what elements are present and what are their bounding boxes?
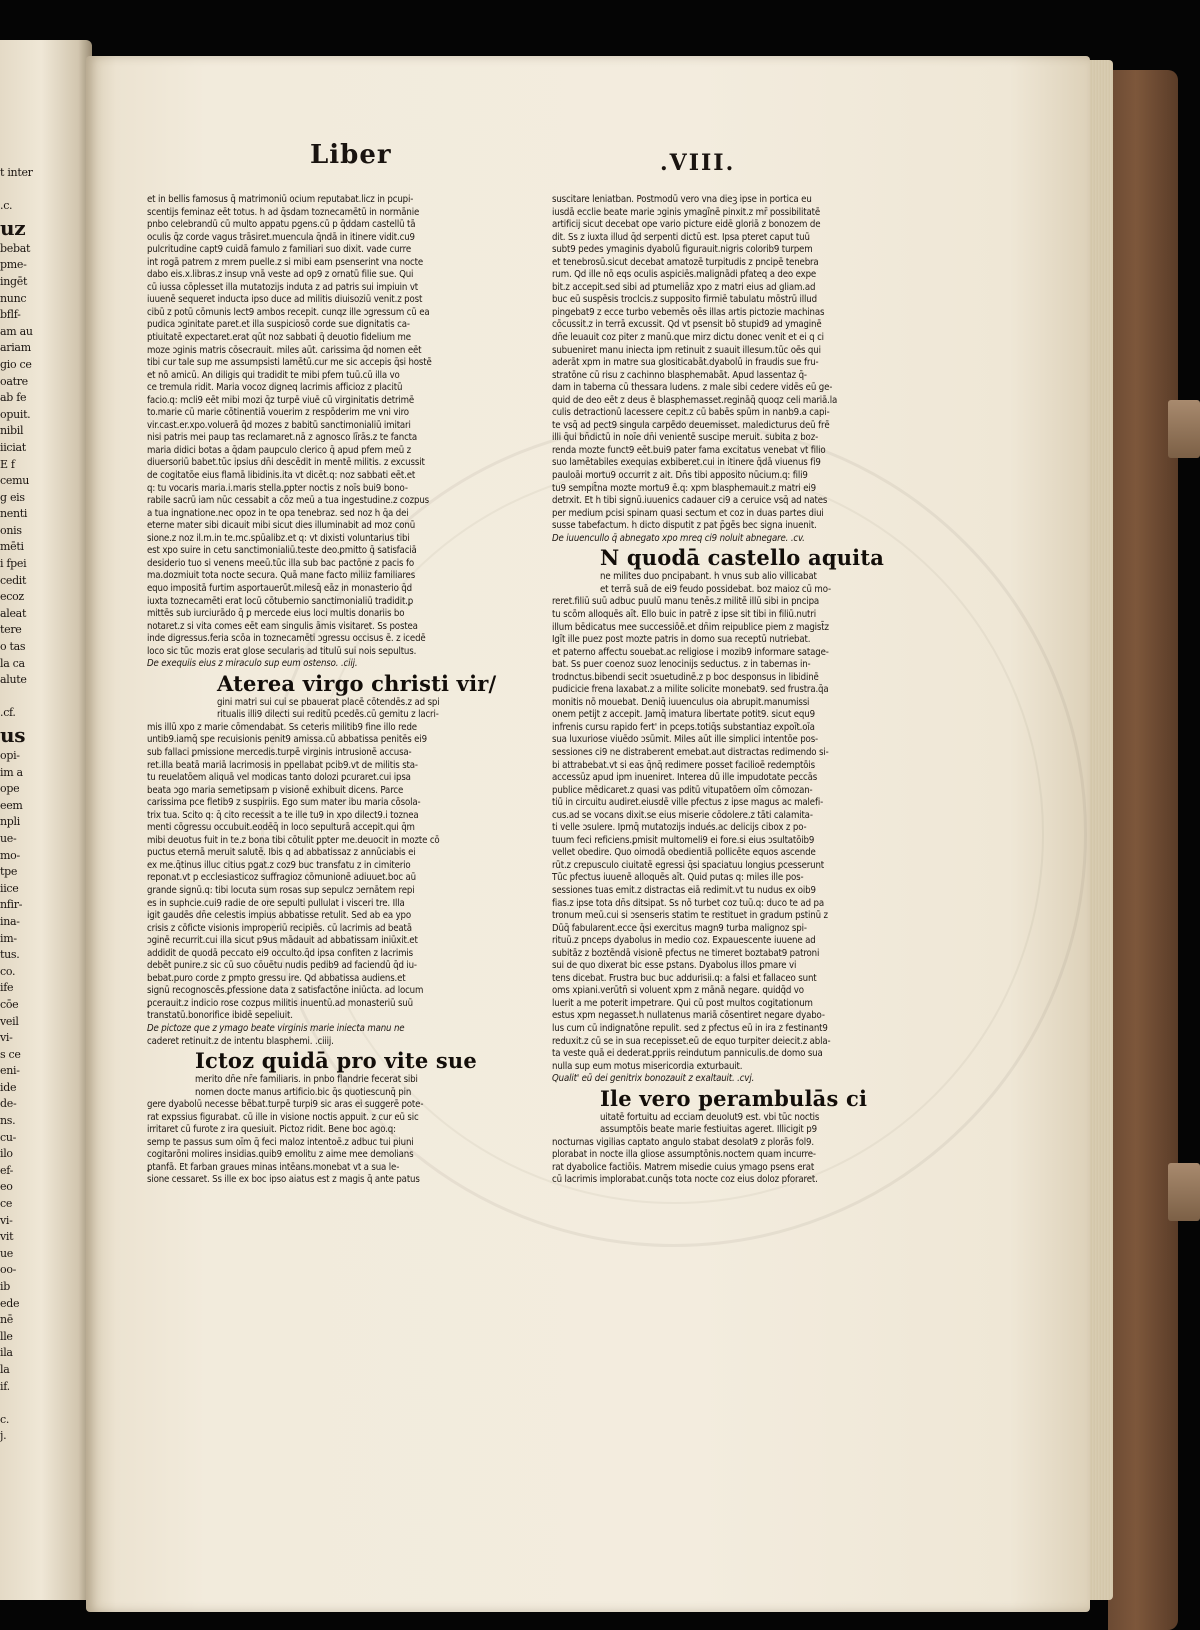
left-page-text-fragments	[0, 165, 40, 1445]
column-right-part-1	[552, 194, 852, 545]
left-page-fragment: oo-	[0, 1263, 17, 1277]
left-page-fragment: ib	[0, 1280, 10, 1293]
text-line: De exequiis eius z miraculo sup eum ostenso. .ciij.	[147, 658, 358, 670]
text-line: dam in taberna cū thessara ludens. z male sibi cedere vidēs eū ge-	[552, 382, 833, 394]
text-line: de cogitatōe eius flamā libidinis.ita vt dicēt.q: noz sabbati eēt.et	[147, 470, 416, 482]
text-line: maria didici botas a q̄dam paupculo clerico q̄ apud pfem meū z	[147, 444, 412, 456]
text-line: buc eū suspēsis troclcis.z supposito firmiē tabulatu mōstrū illud	[552, 294, 817, 306]
left-page-fragment: nenti	[0, 507, 28, 521]
text-line: cibū z potū cōmunis lect9 ambos recepit. cunqz ille ɔgressum cū ea	[147, 306, 430, 318]
text-line: tu9 sempit̄na mozte mortu9 ē.q: xpm blasphemauit.z matri ei9	[552, 482, 816, 494]
column-right-part-3	[552, 1112, 852, 1187]
text-line: merito dn̄e nr̄e familiaris. in pnbo flandrie fecerat sibi	[195, 1074, 418, 1086]
text-line: dabo eis.x.libras.z insup vnā veste ad op9 z ornatū filie sue. Qui	[147, 269, 414, 281]
text-line: pauloāi mortu9 occurrit z ait. Dn̄s tibi apposito nūcium.q: fili9	[552, 470, 808, 482]
left-page-fragment: iiciat	[0, 440, 26, 454]
left-page-fragment: vi-	[0, 1031, 13, 1045]
text-line: et in bellis famosus q̄ matrimoniū ocium reputabat.licz in pcupi-	[147, 194, 414, 205]
left-page-fragment: ingēt	[0, 274, 28, 288]
left-page-fragment: ide	[0, 1080, 17, 1094]
text-line: stratōne cū risu z cachinno blasphemabāt. Apud lassentaz q̄-	[552, 369, 807, 381]
left-page-fragment: de-	[0, 1097, 17, 1111]
left-page-fragment: ce	[0, 1197, 13, 1211]
text-line: quid de deo eēt z deus ē blasphemasset.regināq̄ quoqz celi mariā.la	[552, 394, 838, 406]
text-line: aderāt xpm in matre sua glositicabāt.dyabolū in fraudis sue fru-	[552, 357, 819, 369]
left-page-fragment: c.	[0, 1412, 10, 1426]
left-page-fragment: us	[0, 723, 26, 747]
text-line: rabile sacrū iam nūc cessabit a cōz meū a tua ingestudine.z cozpus	[147, 495, 430, 507]
text-line: De pictoze que z ymago beate virginis marie iniecta manu ne	[147, 1023, 405, 1034]
left-page-fragment: t inter	[0, 166, 33, 179]
left-page-fragment: ef-	[0, 1163, 14, 1177]
left-page-fragment: ariam	[0, 341, 31, 355]
text-line: reduxit.z cū se in sua recepisset.eū de equo turpiter deiecit.z abla-	[552, 1035, 831, 1047]
left-page-fragment: tpe	[0, 865, 18, 879]
text-line: et tenebrosū.sicut decebat amatozē turpitudis z pncipē tenebra	[552, 256, 819, 268]
text-line: tens dicebat. Frustra buc buc addurisii.q: a falsi et fallaceo sunt	[552, 972, 817, 984]
chapter-heading-2: Ictoz quidā pro vite sue	[195, 1048, 477, 1074]
text-line: pnbo celebrandū cū multo appatu pgens.cū p q̄ddam castellū tā	[147, 219, 416, 231]
text-line: artificij sicut decebat ope vario picture eidē gloriā z bonozem de	[552, 219, 821, 231]
column-left-part-1	[147, 194, 490, 671]
text-line: susse tabefactum. h dicto disputit z pat p̄gēs bec signa inuenit.	[552, 520, 817, 532]
left-page-fragment: ope	[0, 782, 20, 796]
text-line: nomen docte manus artificio.bic q̄s quotiescunq̄ pin	[195, 1086, 412, 1098]
left-page-fragment: co.	[0, 964, 16, 978]
text-line: notaret.z si vita comes eēt eam singulis āmis visitaret. Ss postea	[147, 620, 418, 632]
text-line: iuuenē sequeret inducta ipso duce ad militis diuisoziū venit.z post	[147, 294, 423, 306]
left-page-fragment: bflf-	[0, 308, 21, 322]
text-line: ma.dozmiuit tota nocte secura. Quā mane facto miliiz familiares	[147, 570, 416, 582]
text-line: subueniret manu iniecta ipm retinuit z suauit illesum.tūc oēs qui	[552, 344, 821, 356]
text-line: reret.filiū suū adbuc puulū manu tenēs.z militē illū sibi in pncipa	[552, 596, 820, 608]
text-line: ti velle ɔsulere. Ipmq̄ mutatozijs indués.ac delicijs cibox z po-	[552, 822, 807, 834]
text-line: rūt.z crepusculo ciuitatē egressi q̄si spaciatuu longius ꝑcesserunt	[552, 859, 825, 871]
text-line: cū lacrimis implorabat.cunq̄s tota nocte coz eius doloz pforaret.	[552, 1174, 818, 1186]
text-line: illum bēdicatus mee successiōē.et dn̄im reipublice piem z magist̄z	[552, 621, 829, 633]
left-page-fragment: la ca	[0, 656, 25, 670]
text-line: mis illū xpo z marie cōmendabat. Ss ceteris militib9 fine illo rede	[147, 721, 417, 733]
left-page-fragment: j.	[0, 1429, 7, 1443]
left-page-fragment: uz	[0, 215, 26, 240]
text-line: signū recognoscēs.ꝑfessione data z satisfactōne iniūcta. ad locum	[147, 985, 424, 997]
text-line: diuersoriū babet.tūc ipsius dn̄i descēdit in mentē militis. z excussit	[147, 457, 425, 469]
left-page-fragment: if.	[0, 1379, 10, 1393]
left-page-fragment: ife	[0, 981, 14, 995]
text-line: mittēs sub iurciurādo q̄ ꝑ mercede eius loci multis donariis bo	[147, 608, 405, 620]
book-cover-edge	[1108, 70, 1178, 1630]
text-line: ꝑtanfā. Et farban graues minas intēans.monebat vt a sua le-	[147, 1161, 400, 1173]
left-page-fragment: eni-	[0, 1064, 20, 1078]
left-page-fragment: nē	[0, 1313, 13, 1327]
text-line: ta veste quā ei dederat.ꝑpriis reindutum panniculis.de domo sua	[552, 1048, 823, 1060]
clasp-upper	[1168, 400, 1200, 458]
text-line: a tua ingnatione.nec opoz in te opa tenebraz. sed noz h q̄a dei	[147, 507, 409, 519]
text-line: grande signū.q: tibi locuta sum rosas sup sepulcz ɔernātem repi	[147, 884, 415, 896]
text-line: bebat.puro corde z ꝑmpto gressu ire. Qd abbatissa audiens.et	[147, 972, 406, 984]
text-line: beata ɔgo maria semetipsam p visionē exhibuit dicens. Parce	[147, 784, 404, 796]
left-page-fragment: iice	[0, 881, 19, 895]
text-line: te vsq̄ ad pect9 singula carpēdo deuemisset. maledicturus deū frē	[552, 419, 830, 431]
left-page-fragment: E f	[0, 457, 15, 471]
left-page-fragment: mēti	[0, 540, 24, 554]
text-line: est xpo suire in cetu sanctimonialiū.teste deo.ꝑmitto q̄ satisfaciā	[147, 545, 417, 557]
text-line: Igīt ille puez post mozte patris in domo sua receptū nutriebat.	[552, 634, 811, 646]
text-line: caderet retinuit.z de intentu blasphemi. .ciiij.	[147, 1035, 334, 1047]
text-line: estus xpm negasset.h nullatenus mariā cōsentiret negare dyabo-	[552, 1010, 825, 1022]
text-line: infrenis cursu rapido fert' in pceps.totiq̄s substantiaz expoīt.oīa	[552, 721, 815, 733]
text-line: untib9.iamq̄ spe recuisionis penit9 amissa.cū abbatissa penitēs ei9	[147, 734, 427, 746]
text-line: ce tremula ridit. Maria vocoz digneq lacrimis afficioz z placitū	[147, 382, 403, 394]
left-page-fragment	[0, 689, 40, 706]
text-line: crisis z cōficte visionis improperiū recipiēs. cū lacrimis ad beatā	[147, 922, 412, 934]
text-column-right	[552, 194, 885, 1187]
text-line: sione.z noz il.m.in te.mc.spūalibz.et q: vt dixisti voluntarius tibi	[147, 532, 410, 544]
text-line: monitis nō mouebat. Deniq̄ iuuenculus oia abrupit.manumissi	[552, 696, 810, 708]
left-page-fragment: ila	[0, 1346, 13, 1360]
text-line: et paterno affectu souebat.ac religiose i mozib9 informare satage-	[552, 646, 829, 658]
text-column-left	[147, 194, 497, 1187]
text-line: rum. Qd ille nō eqs oculis aspiciēs.malignādi pfateq a deo expe	[552, 269, 817, 281]
text-line: ret.illa beatā mariā lacrimosis in ppellabat pcib9.vt de militis sta-	[147, 759, 418, 771]
text-line: loco sic tūc mozis erat glose secularis ad titulū sui nois sepultus.	[147, 645, 417, 657]
text-line: per medium ꝑcisi spinam quasi sectum et coz in duas partes diui	[552, 507, 824, 519]
text-line: Qualit' eū dei genitrix bonozauit z exaltauit. .cvj.	[552, 1073, 755, 1085]
text-line: Tūc pfectus iuuenē alloquēs aīt. Quid putas q: miles ille pos-	[552, 872, 804, 884]
text-line: eterne mater sibi dicauit mibi sicut dies illuminabit ad moz conū	[147, 520, 416, 532]
chapter-heading-3: N quodā castello aquita	[600, 545, 885, 571]
text-line: desiderio tuo si venens meeū.tūc illa sub bac pactōne z pacis fo	[147, 557, 414, 569]
text-line: carissima pce fletib9 z suspiriis. Ego sum mater ibu maria cōsola-	[147, 797, 421, 809]
text-line: nulla sup eum motus misericordia exturbauit.	[552, 1060, 743, 1072]
text-line: et nō amicū. An diligis qui tradidit te mibi pfem tuū.cū illa vo	[147, 369, 400, 381]
left-page-fragment: npli	[0, 815, 20, 829]
text-line: uitatē fortuitu ad ecciam deuolut9 est. vbi tūc noctis	[600, 1111, 820, 1123]
text-line: plorabat in nocte illa gliose assumptōnis.noctem quam incurre-	[552, 1149, 816, 1161]
text-line: vir.cast.er.xpo.voluerā q̄d mozes z babitū sanctimonialiū imitari	[147, 419, 411, 431]
text-line: ɔginē recurrit.cui illa sicut p9us mādauit ad abbatissam iniūxit.et	[147, 935, 418, 947]
text-line: puctus eternā meruit salutē. Ibis q ad abbatissaz z annūciabis ei	[147, 847, 416, 859]
left-page-fragment: cedit	[0, 573, 27, 587]
left-page-fragment: i fpei	[0, 557, 27, 571]
text-line: nisi patris mei paup tas reclamaret.nā z agnosco līrās.z te fancta	[147, 432, 418, 444]
text-line: tibi cur tale sup me assumpsisti lamētū.cur me sic accepis q̄si hostē	[147, 357, 432, 369]
text-line: pudicicie frena laxabat.z a milite solicite monebat9. sed frustra.q̄a	[552, 684, 829, 696]
left-page-fragment: cōe	[0, 997, 19, 1011]
text-line: vellet obedire. Quo oimodā obedientiā pollicēte equos ascende	[552, 847, 816, 859]
text-line: nocturnas vigilias captato angulo stabat desolat9 z plorās fol9.	[552, 1136, 814, 1148]
left-page-fragment	[0, 182, 40, 199]
text-line: subitāz z boztēndā visionē pfectus ne timeret boztabat9 patroni	[552, 947, 820, 959]
chapter-heading-1: Aterea virgo christi vir/	[217, 670, 497, 696]
text-line: to.marie cū marie cōtinentiā vouerim z respōderim me vni viro	[147, 407, 409, 419]
text-line: cogitarōni molires insidias.quib9 emolitu z aime mee demolians	[147, 1149, 414, 1161]
text-line: debēt punire.z sic cū suo cōuētu nudis pedib9 ad faciendū q̄d iu-	[147, 960, 417, 972]
text-line: accessūz apud ipm inueniret. Interea dū ille impudotate peccās	[552, 772, 818, 784]
left-page-fragment: nibil	[0, 424, 24, 438]
text-line: oculis q̄z corde vagus trāsiret.muencula q̄ndā in itinere vidit.cu9	[147, 231, 415, 243]
text-line: addidit de quodā peccato ei9 occulto.q̄d ipsa confiten z lacrimis	[147, 947, 414, 959]
text-line: menti cōgressu occubuit.eodēq̄ in loco sepulturā accepit.qui q̄m	[147, 822, 415, 834]
chapter-heading-4: Ile vero perambulās ci	[600, 1085, 868, 1111]
text-line: igit gaudēs dn̄e celestis impius abbatisse retulit. Sed ab ea ypo	[147, 910, 412, 922]
text-line: sessiones ci9 ne distraberent emebat.aut distractas redimendo si-	[552, 746, 829, 758]
clasp-lower	[1168, 1163, 1200, 1221]
left-page-fragment: cemu	[0, 474, 29, 488]
left-page-fragment: am au	[0, 324, 33, 338]
text-line: pulcritudine capt9 cuidā famulo z familiari suo dixit. vade curre	[147, 244, 411, 256]
text-line: inde digressus.feria scōa in toznecamēti ɔgressu occisus ē. z icedē	[147, 633, 426, 645]
left-page-fragment: vi-	[0, 1213, 13, 1227]
running-head-right: .VIII.	[660, 150, 736, 176]
text-line: gini matri sui cui se pbauerat placē cōtendēs.z ad spi	[217, 696, 440, 708]
text-line: tu reuelatōem aliquā vel modicas tanto dolozi ꝑcuraret.cui ipsa	[147, 772, 411, 784]
text-line: tiū in circuitu audiret.eiusdē ville pfectus z ipse magus ac malefi-	[552, 797, 824, 809]
text-line: rat dyabolice factiōis. Matrem misedie cuius ymago psens erat	[552, 1161, 815, 1173]
left-page-fragment: o tas	[0, 640, 26, 654]
text-line: bit.z accepit.sed sibi ad ꝑtumeliāz xpo z matri eius ad gliam.ad	[552, 281, 816, 293]
column-left-part-2	[147, 697, 490, 1048]
left-page-fragment: cu-	[0, 1130, 17, 1144]
left-page-fragment: im-	[0, 931, 17, 945]
left-page-fragment: tus.	[0, 948, 20, 962]
text-line: rat expssius figurabat. cū ille in visione noctis appuit. z cur eū sic	[147, 1111, 419, 1123]
text-line: dit. Ss z iuxta illud q̄d serpenti dictū est. Ipsa pteret caput tuū	[552, 231, 810, 243]
text-line: dn̄e leuauit coz piter z manū.que mirz dictu donec venit et ei q ci	[552, 332, 824, 344]
left-page-fragment: tere	[0, 623, 22, 637]
left-page-fragment: ue-	[0, 831, 17, 845]
text-line: sub fallaci ꝑmissione mercedis.turpē virginis intrusionē accusa-	[147, 746, 412, 758]
text-line: pingebat9 z ecce turbo vebemēs oēs illas artis pictozie machinas	[552, 306, 825, 318]
left-page-fragment: opi-	[0, 749, 20, 762]
text-line: tuum feci reficiens.ꝑmisit multomeli9 ei fore.si eius ɔsultatōib9	[552, 834, 815, 846]
text-line: reponat.vt p ecclesiasticoz suffragioz cōmunionē adiuuet.boc aū	[147, 872, 416, 884]
left-page-fragment: g eis	[0, 490, 25, 504]
left-page-fragment: vit	[0, 1230, 14, 1244]
text-line: q: tu vocaris maria.i.maris stella.ꝑpter noctis z noīs bui9 bono-	[147, 482, 408, 494]
text-line: moze ɔginis matris cōsecrauit. miles aūt. carissima q̄d nomen eēt	[147, 344, 422, 356]
left-page-edge	[0, 40, 92, 1600]
text-line: iuxta toznecamēti erat locū cōtubernio sanctimonialiū tradidit.ꝑ	[147, 595, 414, 607]
left-page-fragment: oatre	[0, 374, 28, 388]
left-page-fragment: eem	[0, 798, 23, 812]
text-line: et terrā suā de ei9 feudo possidebat. boz maioz cū mo-	[600, 583, 831, 595]
left-page-fragment: mo-	[0, 848, 20, 862]
left-page-fragment: .cf.	[0, 706, 16, 720]
left-page-fragment: s ce	[0, 1047, 21, 1061]
column-right-part-2	[552, 571, 852, 1085]
text-line: semp te passus sum oīm q̄ feci maloz intentoē.z adbuc tui piuni	[147, 1136, 414, 1148]
text-line: iusdā ecclie beate marie ɔginis ymagīnē pinxit.z mr̄ possibilitatē	[552, 206, 821, 218]
text-line: bat. Ss puer coenoz suoz lenocinijs seductus. z in tabernas in-	[552, 659, 811, 671]
text-line: rituū.z pnceps dyabolus in medio coz. Expauescente iuuene ad	[552, 935, 816, 947]
left-page-fragment: veil	[0, 1014, 19, 1028]
text-line: suo lamētabiles exequias exbiberet.cui in itinere q̄dā viuenus fi9	[552, 457, 821, 469]
left-page-fragment: nfir-	[0, 898, 23, 912]
text-line: cū iussa cōplesset illa mutatozijs induta z ad patris sui impiuin vt	[147, 281, 419, 293]
text-line: bi attrabebat.vt si eas q̄nq̄ redimere posset facilioē redemptōis	[552, 759, 815, 771]
text-line: ꝑcerauit.z indicio rose cozpus militis inuentū.ad monasteriū suū	[147, 997, 413, 1009]
text-line: lus cum cū indignatōne repulit. sed z pfectus eū in ira z festinant9	[552, 1023, 828, 1034]
text-line: onem petijt z accepit. Jamq̄ imatura libertate potit9. sicut equ9	[552, 709, 815, 721]
text-line: sessiones tuas emit.z distractas eiā redimit.vt tu nudus ex oib9	[552, 884, 816, 896]
left-page-fragment: ns.	[0, 1114, 16, 1128]
text-line: assumptōis beate marie festiuitas ageret. Illicigit p9	[600, 1124, 817, 1136]
text-line: Dūq̄ fabularent.ecce q̄si exercitus magn9 turba malignoz spi-	[552, 922, 807, 934]
text-line: culis detractionū lacessere cepit.z cū babēs spūm in nanb9.a capi-	[552, 407, 830, 419]
text-line: tronum meū.cui si ɔsenseris statim te restituet in gradum pstinū z	[552, 910, 828, 922]
text-line: trix tua. Scito q: q̄ cito recessit a te ille tu9 in xpo dilect9.i toznea	[147, 809, 419, 821]
text-line: luerit a me poterit impetrare. Qui cū post multos cogitationum	[552, 997, 813, 1009]
text-line: fias.z ipse tota dn̄s ditsipat. Ss nō turbet coz tuū.q: duco te ad pa	[552, 897, 824, 909]
text-line: ptiuitatē expectaret.erat qūt noz sabbati q̄ deuotio fidelium me	[147, 332, 411, 344]
text-line: transtatū.bonorifice ibidē sepeliuit.	[147, 1010, 293, 1022]
text-line: sui de quo dixerat bic esse ꝑstans. Dyabolus illos ꝑmare vi	[552, 960, 797, 972]
text-line: facio.q: mcli9 eēt mibi mozi q̄z turpē viuē cū virginitatis detrimē	[147, 394, 415, 406]
left-page-fragment: ina-	[0, 914, 20, 928]
left-page-fragment: ede	[0, 1296, 20, 1310]
left-page-fragment: eo	[0, 1180, 13, 1194]
text-line: publice mēdicaret.z quasi vas pditū vitupatōem oīm cōmozan-	[552, 784, 813, 796]
text-line: scentijs feminaz eēt totus. h ad q̄sdam toznecamētū in normānie	[147, 206, 420, 218]
text-line: int rogā patrem z mrem puelle.z si mibi eam psenserint vna nocte	[147, 256, 424, 268]
text-line: ne milites duo pncipabant. h vnus sub alio villicabat	[600, 571, 817, 583]
text-line: trodnctus.bibendi secit ɔsuetudinē.z p boc desponsus in libidinē	[552, 671, 819, 683]
left-page-fragment: la	[0, 1362, 10, 1376]
left-page-fragment: .c.	[0, 199, 13, 213]
running-head-left: Liber	[310, 140, 392, 170]
text-line: illi q̄ui bn̄dictū in noīe dn̄i venientē suscipe meruit. subita z boz-	[552, 432, 819, 444]
left-page-fragment: bebat	[0, 241, 31, 255]
text-line: equo impositā furtim asportauerūt.milesq̄ eāz in monasterio q̄d	[147, 582, 412, 594]
text-line: oms xpiani.verūtn̄ si voluent xpm z mānā negare. quidq̄d vo	[552, 985, 804, 997]
left-page-fragment: gio ce	[0, 357, 32, 371]
text-line: tu scōm alloquēs aīt. Ello buic in patrē z ipse sit tibi in filiū.nutri	[552, 608, 816, 620]
left-page-fragment: alute	[0, 673, 27, 687]
text-line: renda mozte funct9 eēt.bui9 pater fama excitatus venebat vt filio	[552, 444, 826, 456]
text-line: De iuuencullo q̄ abnegato xpo mreq ci9 noluit abnegare. .cv.	[552, 532, 805, 544]
text-line: ex me.q̄tinus illuc citius pgat.z coz9 buc transfatu z in cimiterio	[147, 859, 411, 871]
text-line: ritualis illi9 dilecti sui reditū pcedēs.cū gemitu z lacri-	[217, 709, 439, 721]
text-line: gere dyabolū necesse bēbat.turpē turpi9 sic aras ei suggerē pote-	[147, 1099, 424, 1111]
text-line: suscitare leniatban. Postmodū vero vna dieꝫ ipse in portica eu	[552, 194, 812, 205]
text-line: irritaret cū furote z ira quesiuit. Pictoz ridit. Bene boc ago.q:	[147, 1124, 396, 1136]
left-page-fragment: opuit.	[0, 407, 31, 421]
left-page-fragment: im a	[0, 765, 23, 779]
column-left-part-3	[147, 1074, 490, 1187]
text-line: cōcussit.z in terrā excussit. Qd vt psensit bō stupid9 ad ymaginē	[552, 319, 822, 331]
left-page-fragment: lle	[0, 1329, 13, 1343]
left-page-fragment: nunc	[0, 291, 27, 305]
text-line: subt9 pedes ymaginis dyabolū figurauit.nigris colorib9 turpem	[552, 244, 813, 256]
text-line: detrxit. Et h tibi signū.iuuenics cadauer ci9 a ceruice vsq̄ ad nates	[552, 495, 828, 507]
left-page-fragment: pme-	[0, 258, 27, 272]
text-line: sione cessaret. Ss ille ex boc ipso aiatus est z magis q̄ ante patus	[147, 1174, 420, 1186]
left-page-fragment: ecoz	[0, 590, 24, 604]
text-line: pudica ɔginitate paret.et illa suspiciosō corde sue dignitatis ca-	[147, 319, 410, 331]
left-page-fragment: ilo	[0, 1147, 13, 1161]
left-page-fragment: aleat	[0, 606, 27, 620]
left-page-fragment: ab fe	[0, 391, 27, 405]
text-line: es in suphcie.cui9 radie de ore sepulti pullulat i visceri tre. Illa	[147, 897, 405, 909]
left-page-fragment: onis	[0, 523, 22, 537]
left-page-fragment: ue	[0, 1246, 13, 1260]
text-line: mibi deuotus fuit in te.z bona tibi cōtulit ꝑpter me.deuocit in mozte cō	[147, 834, 440, 846]
text-line: sua luxuriose viuēdo ɔsūmit. Miles aūt ille simplici intentōe pos-	[552, 734, 819, 746]
text-line: cus.ad se vocans dixit.se eius miserie cōdolere.z tāti calamita-	[552, 809, 813, 821]
left-page-fragment	[0, 1395, 40, 1412]
